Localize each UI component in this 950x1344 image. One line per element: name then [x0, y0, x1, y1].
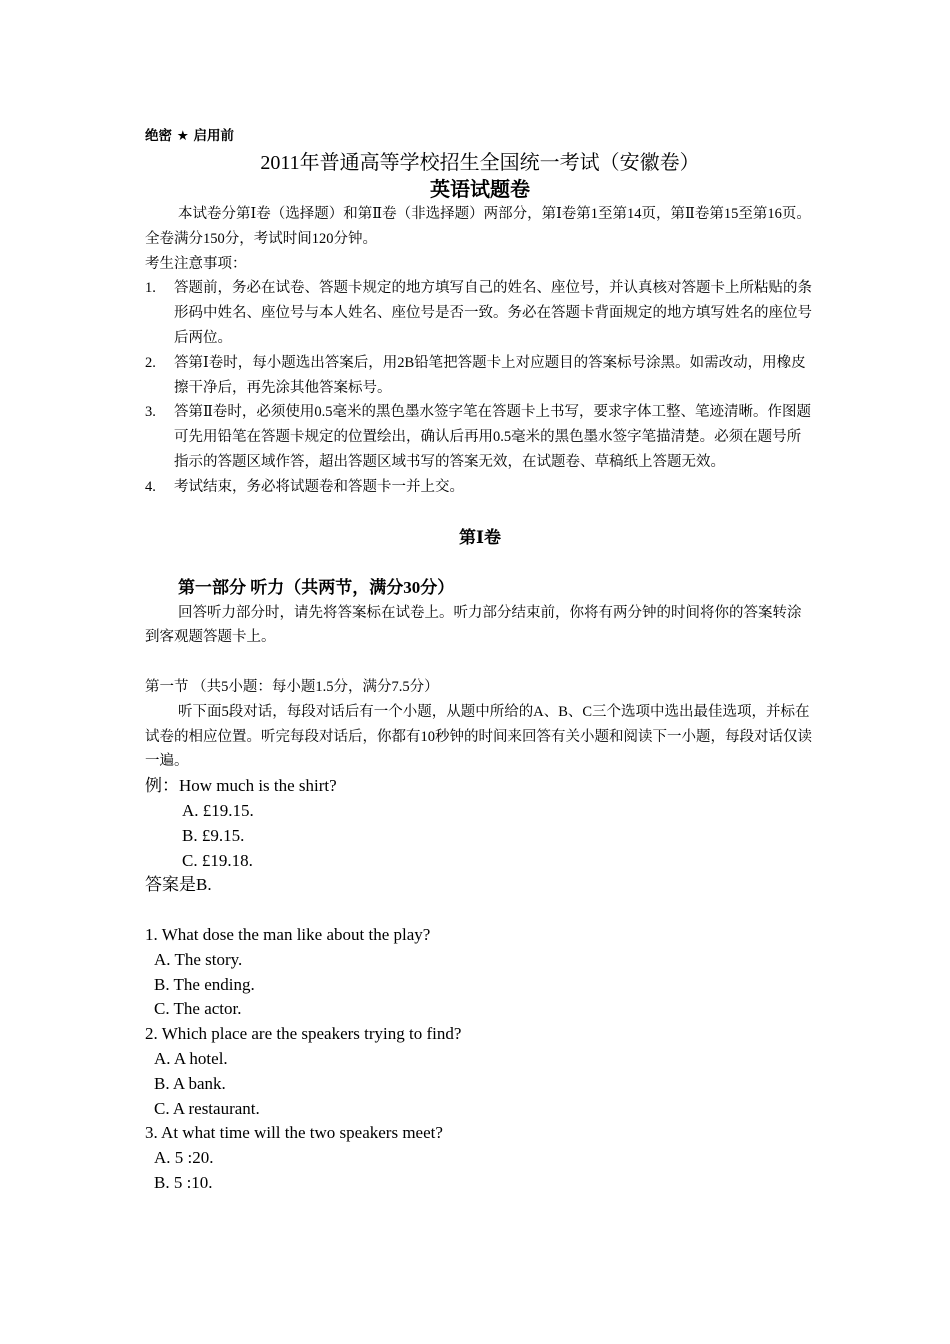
- example-question: 例：How much is the shirt?: [145, 776, 337, 796]
- answer-option: A. The story.: [154, 949, 243, 969]
- answer-option: C. A restaurant.: [154, 1098, 260, 1118]
- secret-label: 绝密 ★ 启用前: [145, 128, 235, 144]
- part-instructions: 回答听力部分时，请先将答案标在试卷上。听力部分结束前，你将有两分钟的时间将你的答案转涂到客观题答题卡上。: [145, 604, 802, 646]
- part-title: 第一部分 听力（共两节，满分30分）: [178, 577, 455, 597]
- answer-option: C. The actor.: [154, 999, 242, 1019]
- note-number: 1.: [145, 280, 156, 297]
- section-instructions: 听下面5段对话，每段对话后有一个小题，从题中所给的A、B、C三个选项中选出最佳选项，并标在试卷的相应位置。听完每段对话后，你都有10秒钟的时间来回答有关小题和阅读下一小题，每段对话仅读一遍。: [145, 703, 812, 770]
- note-number: 2.: [145, 354, 156, 371]
- answer-option: A. A hotel.: [154, 1048, 228, 1068]
- note-item: [145, 400, 815, 474]
- spacer: [145, 898, 815, 923]
- note-number: 3.: [145, 404, 156, 421]
- answer-option: B. 5 :10.: [154, 1172, 213, 1192]
- note-number: 4.: [145, 478, 156, 495]
- example-answer: 答案是B.: [145, 875, 212, 895]
- exam-subtitle: 英语试题卷: [430, 177, 530, 201]
- example-option: A. £19.15.: [182, 800, 254, 820]
- example-option: B. £9.15.: [182, 825, 245, 845]
- note-text: 答第Ⅰ卷时，每小题选出答案后，用2B铅笔把答题卡上对应题目的答案标号涂黑。如需改动，用橡皮擦干净后，再先涂其他答案标号。: [174, 354, 806, 396]
- question-text: 3. At what time will the two speakers meet?: [145, 1123, 443, 1143]
- note-item: [145, 351, 815, 401]
- note-text: 答第Ⅱ卷时，必须使用0.5毫米的黑色墨水签字笔在答题卡上书写，要求字体工整、笔迹清晰。作图题可先用铅笔在答题卡规定的位置绘出，确认后再用0.5毫米的黑色墨水签字笔描清楚。必须在题号所指示的答题区域作答，超出答题区域书写的答案无效，在试题卷、草稿纸上答题无效。: [174, 404, 811, 470]
- example-option: C. £19.18.: [182, 850, 253, 870]
- intro-paragraph: 本试卷分第Ⅰ卷（选择题）和第Ⅱ卷（非选择题）两部分，第Ⅰ卷第1至第14页，第Ⅱ卷第15至第16页。全卷满分150分，考试时间120分钟。: [145, 206, 811, 247]
- exam-title: 2011年普通高等学校招生全国统一考试（安徽卷）: [260, 152, 700, 174]
- answer-option: B. A bank.: [154, 1073, 226, 1093]
- note-item: [145, 276, 815, 350]
- question-text: 2. Which place are the speakers trying to find?: [145, 1024, 462, 1044]
- note-text: 答题前，务必在试卷、答题卡规定的地方填写自己的姓名、座位号，并认真核对答题卡上所粘贴的条形码中姓名、座位号与本人姓名、座位号是否一致。务必在答题卡背面规定的地方填写姓名的座位号后两位。: [174, 280, 812, 346]
- note-item: [145, 475, 815, 500]
- notes-list: [145, 276, 815, 499]
- notes-heading: 考生注意事项：: [145, 255, 247, 272]
- note-text: 考试结束，务必将试题卷和答题卡一并上交。: [174, 478, 464, 495]
- spacer: [145, 650, 815, 675]
- section-heading: 第一节 （共5小题：每小题1.5分，满分7.5分）: [145, 678, 439, 695]
- answer-option: B. The ending.: [154, 974, 255, 994]
- question-text: 1. What dose the man like about the play?: [145, 924, 431, 944]
- volume-title: 第Ⅰ卷: [459, 527, 501, 547]
- exam-page: [145, 122, 815, 1196]
- answer-option: A. 5 :20.: [154, 1148, 214, 1168]
